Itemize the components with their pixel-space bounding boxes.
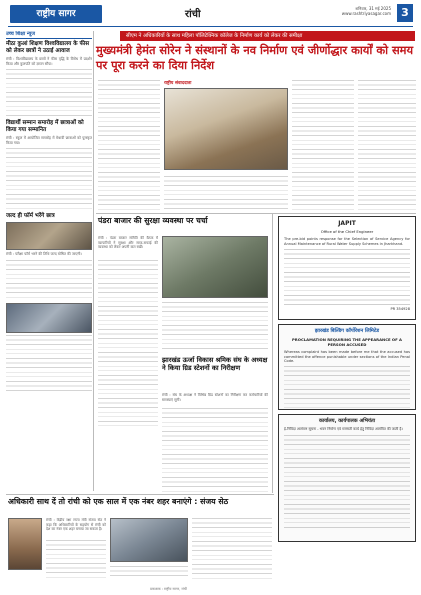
- tender-body: The pre-bid points response for the Selection of Service Agency for Annual Maintenance of Rural Water Supply Schemes in Jharkhand.: [284, 237, 410, 246]
- left-story-body: रांची : परीक्षा फॉर्म भरने की तिथि जल्द घोषित की जाएगी।: [6, 252, 82, 257]
- left-story-filler: [6, 335, 92, 395]
- tender-sub: Office of the Chief Engineer: [320, 229, 374, 234]
- website[interactable]: www.rashtriyasagar.com: [341, 11, 391, 16]
- left-story-body: रांची : विश्वविद्यालय के छात्रों ने फीस वृद्धि के विरोध में प्रदर्शन किया और कुलपति को ज्ञापन सौंपा।: [6, 57, 92, 66]
- news-photo: [6, 222, 92, 250]
- section-tag: राष्ट्रीय संवाददाता: [164, 81, 192, 86]
- story-body: रांची : पंडरा बाजार समिति की बैठक में व्यापारियों ने सुरक्षा और साफ-सफाई की व्यवस्था को लेकर अपनी बात रखी।: [98, 236, 158, 250]
- issue-date: शनिवार, 31 मई 2025: [355, 6, 391, 11]
- bottom-filler: [46, 540, 106, 580]
- notice-title: झारखंड बिल्डिंग कॉर्पोरेशन लिमिटेड: [314, 328, 380, 334]
- left-story-headline[interactable]: विद्यार्थी सम्मान समारोह में छात्राओं को किया गया सम्मानित: [6, 120, 84, 134]
- story-headline[interactable]: पंडरा बाजार की सुरक्षा व्यवस्था पर चर्चा: [98, 216, 208, 225]
- masthead: [0, 0, 421, 30]
- edition-city: रांची: [185, 9, 201, 20]
- left-story-filler: [6, 260, 92, 300]
- tender-title: JAPIT: [338, 220, 356, 227]
- date-block: [342, 6, 391, 16]
- left-story-body: रांची : स्कूल में आयोजित समारोह में मेधावी छात्राओं को पुरस्कृत किया गया।: [6, 136, 92, 145]
- left-column: [6, 31, 92, 491]
- legal-notice[interactable]: [278, 324, 416, 410]
- left-story-filler: [6, 69, 92, 117]
- masthead-rule: [8, 26, 413, 27]
- market-photo: [162, 236, 268, 298]
- column-divider: [272, 213, 273, 493]
- notice-heading: PROCLAMATION REQUIRING THE APPEARANCE OF A PERSON ACCUSED: [292, 337, 402, 347]
- tender-ad[interactable]: [278, 216, 416, 320]
- notice-filler: [284, 366, 410, 410]
- bottom-filler: [110, 566, 188, 580]
- story-headline[interactable]: झारखंड ऊर्जा विकास श्रमिक संघ के अध्यक्ष ने किया ग्रिड स्टेशनों का निरीक्षण: [162, 356, 268, 373]
- tender-ref: PR 354928: [390, 307, 410, 312]
- lead-body-col-3: [292, 80, 354, 210]
- story-filler: [162, 408, 268, 494]
- left-story-filler: [6, 148, 92, 210]
- lead-body-col-2: [164, 176, 288, 210]
- section-divider: [6, 494, 274, 495]
- bottom-headline[interactable]: अधिकारी साथ दें तो रांची को एक साल में एक नंबर शहर बनाएंगे : संजय सेठ: [8, 497, 229, 506]
- story-filler: [98, 260, 158, 426]
- lead-body-col-4: [358, 80, 416, 210]
- etender-notice[interactable]: [278, 414, 416, 542]
- cm-meeting-photo: [164, 88, 288, 170]
- page-number: 3: [397, 4, 413, 22]
- section-divider: [96, 213, 416, 214]
- left-story-headline[interactable]: मीठा कुआं शिक्षण विश्वविद्यालय के फीस को लेकर छात्रों ने उठाई आवाज: [6, 41, 90, 54]
- column-divider: [93, 31, 94, 491]
- lead-body-col-1: [98, 80, 160, 210]
- brand-logo[interactable]: राष्ट्रीय सागर: [10, 5, 102, 23]
- bottom-body: रांची : केंद्रीय रक्षा राज्य मंत्री संजय सेठ ने कहा कि अधिकारियों के सहयोग से रांची को देश का नंबर एक शहर बनाया जा सकता है।: [46, 518, 106, 532]
- news-photo: [6, 303, 92, 333]
- lead-headline[interactable]: मुख्यमंत्री हेमंत सोरेन ने संस्थानों के नव निर्माण एवं जीर्णोद्धार कार्यों को समय पर पूरा करने का दिया निर्देश: [96, 43, 414, 72]
- story-body: रांची : संघ के अध्यक्ष ने विभिन्न ग्रिड स्टेशनों का निरीक्षण कर कर्मचारियों की समस्याएं सुनीं।: [162, 393, 268, 402]
- tender-filler: [284, 249, 410, 305]
- footer: [0, 585, 421, 595]
- lead-kicker: सीएम ने अधिकारियों के साथ महिला पॉलिटेक्निक कॉलेज के निर्माण कार्य को लेकर की समीक्षा: [120, 31, 415, 41]
- section-label: उच्च शिक्षा न्यूज: [6, 31, 92, 39]
- lead-photo-block: [164, 80, 288, 172]
- notice2-body: ई-निविदा आमंत्रण सूचना - भवन निर्माण एवं मरम्मती कार्य हेतु निविदा आमंत्रित की जाती है।: [284, 427, 403, 431]
- notice-body: Whereas complaint has been made before me that the accused has committed the offence punishable under sections of the Indian Penal Code.: [284, 350, 410, 364]
- bottom-filler: [192, 518, 272, 580]
- notice2-title: कार्यालय, कार्यपालक अभियंता: [318, 418, 376, 424]
- sanjay-seth-photo: [8, 518, 42, 570]
- footer-text: प्रकाशक : राष्ट्रीय सागर, रांची: [150, 587, 187, 591]
- notice2-filler: [284, 435, 410, 531]
- bottom-photo: [110, 518, 188, 562]
- story-filler: [162, 302, 268, 352]
- left-story-headline[interactable]: जल्द ही फॉर्म भरेंगे छात्र: [6, 213, 55, 220]
